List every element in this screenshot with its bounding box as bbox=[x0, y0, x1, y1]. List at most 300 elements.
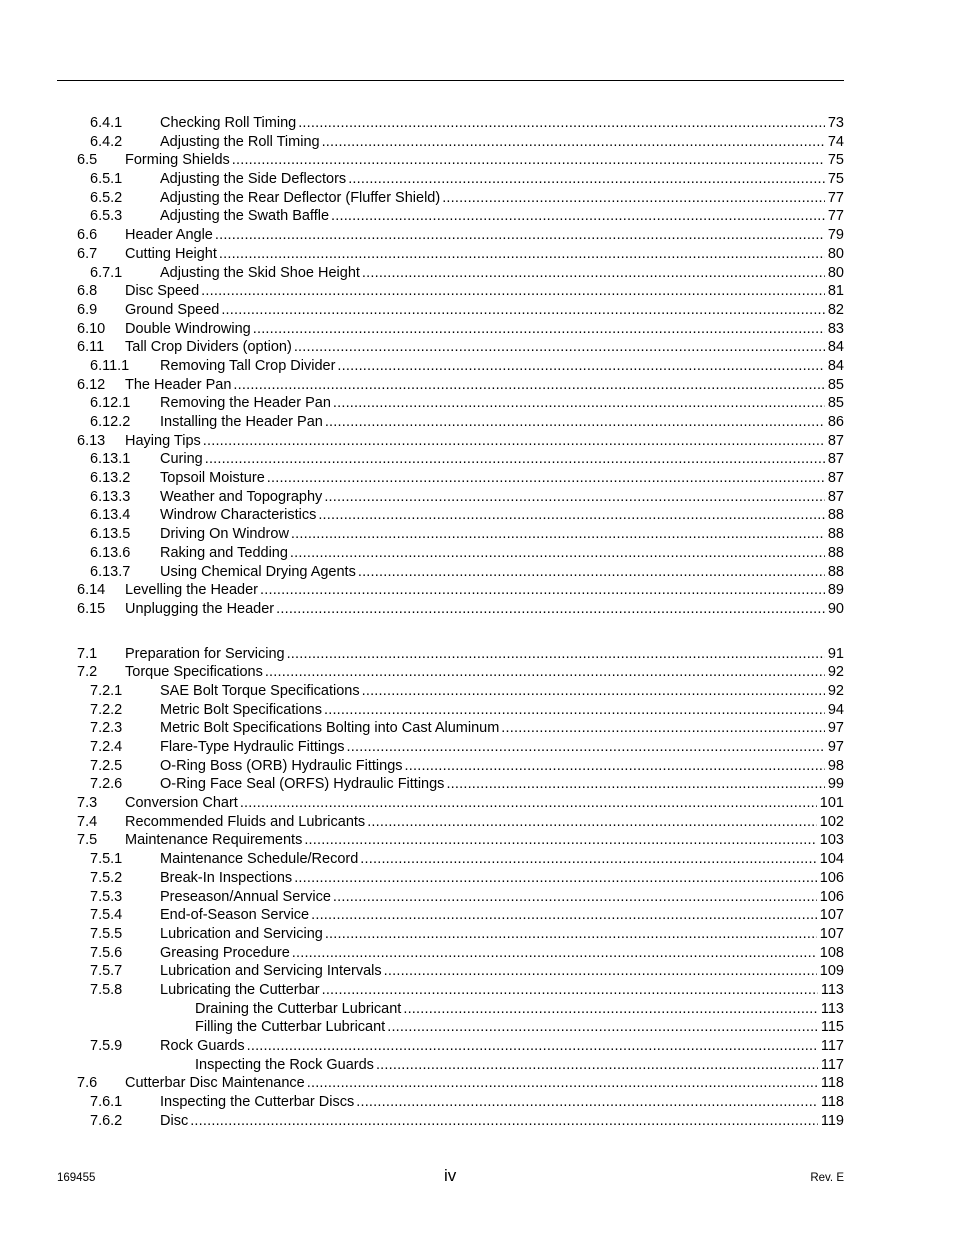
toc-entry-line bbox=[160, 869, 844, 888]
toc-entry-number: 7.5.7 bbox=[90, 963, 123, 980]
toc-entry-page: 75 bbox=[827, 171, 844, 188]
toc-entry-page: 87 bbox=[827, 451, 844, 468]
dot-leader bbox=[201, 282, 825, 301]
toc-entry-number: 6.13.1 bbox=[90, 451, 131, 468]
toc-entry[interactable] bbox=[0, 869, 954, 888]
dot-leader bbox=[190, 1112, 818, 1131]
toc-entry-number: 6.4.1 bbox=[90, 115, 123, 131]
toc-entry-number: 7.5.6 bbox=[90, 944, 123, 961]
toc-entry-line bbox=[160, 719, 844, 738]
toc-entry-number: 7.2.2 bbox=[90, 701, 123, 718]
toc-entry-page: 77 bbox=[827, 208, 844, 225]
toc-group-gap bbox=[0, 619, 954, 645]
toc-entry-number: 6.13.5 bbox=[90, 526, 131, 543]
toc-entry[interactable] bbox=[0, 1000, 954, 1019]
toc-entry-line bbox=[160, 506, 844, 525]
dot-leader bbox=[221, 301, 825, 320]
dot-leader bbox=[298, 114, 825, 133]
toc-entry-page: 87 bbox=[827, 432, 844, 449]
toc-group-chapter-7 bbox=[0, 645, 954, 1131]
toc-entry-title: Adjusting the Swath Baffle bbox=[160, 208, 330, 225]
toc-entry-title: Disc Speed bbox=[125, 283, 200, 300]
toc-entry-number: 6.11 bbox=[77, 339, 105, 356]
toc-entry[interactable] bbox=[0, 357, 954, 376]
toc-entry-number: 6.7.1 bbox=[90, 264, 123, 281]
dot-leader bbox=[333, 394, 825, 413]
dot-leader bbox=[247, 1037, 818, 1056]
toc-entry[interactable] bbox=[0, 469, 954, 488]
toc-entry-line bbox=[160, 357, 844, 376]
toc-entry-title: Levelling the Header bbox=[125, 582, 259, 599]
toc-entry[interactable] bbox=[0, 207, 954, 226]
toc-entry-title: Double Windrowing bbox=[125, 320, 251, 337]
toc-entry-title: Inspecting the Rock Guards bbox=[195, 1056, 374, 1073]
toc-entry-number: 6.13.4 bbox=[90, 507, 131, 524]
toc-entry-title: Adjusting the Skid Shoe Height bbox=[160, 264, 360, 281]
toc-entry[interactable] bbox=[0, 813, 954, 832]
toc-entry-number: 6.8 bbox=[77, 283, 98, 300]
toc-entry-title: Preparation for Servicing bbox=[125, 645, 285, 662]
toc-entry-number: 7.2.5 bbox=[90, 757, 123, 774]
toc-entry-line bbox=[160, 525, 844, 544]
toc-entry-number: 7.5.3 bbox=[90, 888, 123, 905]
toc-entry-line bbox=[160, 738, 844, 757]
toc-entry-page: 82 bbox=[827, 301, 844, 318]
toc-entry-title: Metric Bolt Specifications Bolting into Cast Aluminum bbox=[160, 720, 500, 737]
toc-entry[interactable] bbox=[0, 962, 954, 981]
toc-entry[interactable] bbox=[0, 114, 954, 133]
toc-entry-line bbox=[160, 850, 844, 869]
toc-entry-page: 74 bbox=[827, 133, 844, 150]
toc-entry-title: Disc bbox=[160, 1112, 189, 1129]
toc-entry-title: O-Ring Boss (ORB) Hydraulic Fittings bbox=[160, 757, 403, 774]
toc-entry[interactable] bbox=[0, 701, 954, 720]
toc-entry-number: 6.13.2 bbox=[90, 470, 131, 487]
toc-entry-line bbox=[160, 757, 844, 776]
toc-entry-line bbox=[125, 301, 844, 320]
header-rule bbox=[57, 80, 844, 81]
toc-entry-line bbox=[125, 151, 844, 170]
dot-leader bbox=[331, 207, 825, 226]
dot-leader bbox=[233, 376, 824, 395]
toc-entry[interactable] bbox=[0, 738, 954, 757]
toc-entry-line bbox=[125, 645, 844, 664]
dot-leader bbox=[325, 925, 817, 944]
toc-entry-page: 80 bbox=[827, 245, 844, 262]
toc-entry-number: 6.12.1 bbox=[90, 395, 131, 412]
toc-entry-line bbox=[160, 682, 844, 701]
dot-leader bbox=[318, 506, 825, 525]
toc-entry-line bbox=[160, 488, 844, 507]
dot-leader bbox=[405, 757, 825, 776]
revision-label: Rev. E bbox=[810, 1172, 844, 1184]
toc-entry-page: 107 bbox=[819, 907, 844, 924]
page-number: iv bbox=[444, 1166, 457, 1185]
toc-entry-title: Weather and Topography bbox=[160, 488, 323, 505]
toc-entry-page: 113 bbox=[820, 1000, 844, 1017]
dot-leader bbox=[362, 682, 825, 701]
toc-entry-number: 7.2.6 bbox=[90, 776, 123, 793]
dot-leader bbox=[337, 357, 824, 376]
toc-entry[interactable] bbox=[0, 1018, 954, 1037]
toc-entry-number: 6.12.2 bbox=[90, 414, 131, 430]
dot-leader bbox=[501, 719, 825, 738]
toc-entry[interactable] bbox=[0, 544, 954, 563]
toc-entry[interactable] bbox=[0, 1093, 954, 1112]
toc-entry-number: 6.5.3 bbox=[90, 208, 123, 225]
toc-entry[interactable] bbox=[0, 376, 954, 395]
toc-entry-line bbox=[160, 207, 844, 226]
toc-entry-page: 88 bbox=[827, 563, 844, 580]
toc-entry-number: 6.9 bbox=[77, 301, 98, 318]
toc-entry-title: Using Chemical Drying Agents bbox=[160, 563, 356, 580]
toc-entry-number: 6.11.1 bbox=[90, 357, 130, 374]
toc-entry[interactable] bbox=[0, 189, 954, 208]
toc-entry-title: Adjusting the Rear Deflector (Fluffer Shield) bbox=[160, 189, 441, 206]
toc-entry-number: 7.2.4 bbox=[90, 739, 123, 755]
dot-leader bbox=[265, 663, 825, 682]
toc-entry-title: Lubrication and Servicing Intervals bbox=[160, 963, 382, 980]
toc-entry-number: 6.5.2 bbox=[90, 189, 123, 206]
dot-leader bbox=[347, 738, 825, 757]
toc-entry[interactable] bbox=[0, 775, 954, 794]
toc-entry-title: Raking and Tedding bbox=[160, 544, 288, 561]
toc-entry-number: 7.5 bbox=[77, 832, 98, 849]
page-footer bbox=[0, 1166, 954, 1190]
dot-leader bbox=[260, 581, 825, 600]
toc-entry-page: 106 bbox=[819, 869, 844, 886]
toc-entry-title: Break-In Inspections bbox=[160, 869, 293, 886]
dot-leader bbox=[291, 525, 825, 544]
toc-entry[interactable] bbox=[0, 450, 954, 469]
toc-entry-line bbox=[160, 170, 844, 189]
toc-entry-page: 79 bbox=[827, 227, 844, 244]
toc-entry-number: 7.2.3 bbox=[90, 720, 123, 737]
toc-entry-title: Curing bbox=[160, 451, 203, 468]
toc-entry-title: Removing the Header Pan bbox=[160, 395, 331, 412]
toc-entry-line bbox=[195, 1000, 844, 1019]
toc-entry[interactable] bbox=[0, 320, 954, 339]
toc-entry[interactable] bbox=[0, 850, 954, 869]
dot-leader bbox=[403, 1000, 818, 1019]
toc-entry[interactable] bbox=[0, 682, 954, 701]
toc-entry-number: 6.13.6 bbox=[90, 544, 131, 561]
dot-leader bbox=[304, 831, 816, 850]
toc-entry-number: 6.6 bbox=[77, 227, 98, 244]
dot-leader bbox=[240, 794, 817, 813]
toc-entry-title: Conversion Chart bbox=[125, 795, 238, 812]
toc-entry[interactable] bbox=[0, 151, 954, 170]
toc-entry-page: 107 bbox=[819, 925, 844, 942]
toc-entry[interactable] bbox=[0, 981, 954, 1000]
toc-entry-page: 89 bbox=[827, 582, 844, 599]
toc-entry[interactable] bbox=[0, 581, 954, 600]
toc-entry-number: 7.4 bbox=[77, 813, 98, 830]
toc-entry[interactable] bbox=[0, 170, 954, 189]
toc-entry[interactable] bbox=[0, 525, 954, 544]
toc-entry-line bbox=[160, 450, 844, 469]
toc-entry-page: 98 bbox=[827, 757, 844, 774]
toc-entry-page: 117 bbox=[820, 1038, 844, 1054]
dot-leader bbox=[324, 701, 825, 720]
toc-entry-page: 88 bbox=[827, 526, 844, 543]
toc-entry-page: 106 bbox=[819, 888, 844, 905]
toc-entry-line bbox=[125, 813, 844, 832]
toc-entry-number: 7.1 bbox=[77, 645, 98, 662]
table-of-contents bbox=[0, 114, 954, 1130]
toc-entry-title: Maintenance Requirements bbox=[125, 832, 303, 849]
dot-leader bbox=[376, 1056, 818, 1075]
toc-entry[interactable] bbox=[0, 301, 954, 320]
toc-entry[interactable] bbox=[0, 488, 954, 507]
toc-entry-number: 7.6.2 bbox=[90, 1112, 123, 1129]
toc-entry[interactable] bbox=[0, 831, 954, 850]
dot-leader bbox=[322, 133, 825, 152]
toc-entry-line bbox=[125, 226, 844, 245]
toc-entry-title: Greasing Procedure bbox=[160, 944, 290, 961]
toc-entry-number: 7.5.2 bbox=[90, 869, 123, 886]
toc-entry-number: 6.13.3 bbox=[90, 488, 131, 505]
toc-entry-line bbox=[125, 663, 844, 682]
toc-entry-line bbox=[125, 1074, 844, 1093]
toc-entry-line bbox=[125, 338, 844, 357]
toc-entry-number: 6.4.2 bbox=[90, 133, 123, 150]
toc-entry-number: 7.2 bbox=[77, 664, 98, 681]
toc-entry-line bbox=[160, 1037, 844, 1056]
dot-leader bbox=[360, 850, 817, 869]
toc-entry-title: Lubrication and Servicing bbox=[160, 925, 323, 942]
dot-leader bbox=[203, 432, 825, 451]
toc-entry[interactable] bbox=[0, 944, 954, 963]
toc-entry-page: 108 bbox=[819, 944, 844, 961]
toc-entry-title: Installing the Header Pan bbox=[160, 414, 323, 430]
toc-entry-page: 97 bbox=[827, 739, 844, 755]
toc-entry-page: 87 bbox=[827, 470, 844, 487]
dot-leader bbox=[358, 563, 825, 582]
toc-entry[interactable] bbox=[0, 757, 954, 776]
dot-leader bbox=[442, 189, 825, 208]
toc-entry-line bbox=[125, 282, 844, 301]
toc-entry-line bbox=[125, 245, 844, 264]
toc-entry[interactable] bbox=[0, 506, 954, 525]
toc-entry[interactable] bbox=[0, 432, 954, 451]
dot-leader bbox=[333, 888, 817, 907]
toc-entry-page: 102 bbox=[819, 813, 844, 830]
toc-entry-line bbox=[160, 394, 844, 413]
toc-entry-title: Metric Bolt Specifications bbox=[160, 701, 322, 718]
toc-entry-title: Cutterbar Disc Maintenance bbox=[125, 1075, 305, 1092]
toc-entry-page: 99 bbox=[827, 776, 844, 793]
dot-leader bbox=[387, 1018, 818, 1037]
toc-entry-page: 84 bbox=[827, 357, 844, 374]
toc-entry-line bbox=[125, 794, 844, 813]
toc-entry[interactable] bbox=[0, 226, 954, 245]
toc-entry[interactable] bbox=[0, 1112, 954, 1131]
toc-entry-line bbox=[160, 925, 844, 944]
dot-leader bbox=[205, 450, 825, 469]
toc-entry-number: 6.10 bbox=[77, 320, 106, 337]
toc-entry[interactable] bbox=[0, 645, 954, 664]
toc-entry-page: 75 bbox=[827, 152, 844, 169]
toc-entry-title: End-of-Season Service bbox=[160, 907, 310, 924]
toc-entry-line bbox=[160, 264, 844, 283]
toc-entry-page: 88 bbox=[827, 507, 844, 524]
toc-entry-page: 115 bbox=[820, 1019, 844, 1036]
toc-entry-title: Filling the Cutterbar Lubricant bbox=[195, 1019, 386, 1036]
toc-entry[interactable] bbox=[0, 925, 954, 944]
toc-entry[interactable] bbox=[0, 133, 954, 152]
toc-entry[interactable] bbox=[0, 264, 954, 283]
toc-entry[interactable] bbox=[0, 663, 954, 682]
toc-entry-page: 118 bbox=[820, 1094, 844, 1111]
dot-leader bbox=[324, 488, 825, 507]
toc-entry-number: 6.13 bbox=[77, 432, 106, 449]
toc-entry-number: 7.5.8 bbox=[90, 981, 123, 998]
toc-entry-title: Lubricating the Cutterbar bbox=[160, 981, 320, 998]
toc-entry[interactable] bbox=[0, 338, 954, 357]
toc-entry-page: 73 bbox=[827, 115, 844, 131]
toc-entry[interactable] bbox=[0, 719, 954, 738]
toc-entry-title: SAE Bolt Torque Specifications bbox=[160, 682, 360, 699]
dot-leader bbox=[232, 151, 825, 170]
toc-entry-line bbox=[160, 701, 844, 720]
document-number: 169455 bbox=[57, 1172, 96, 1184]
toc-entry-title: Unplugging the Header bbox=[125, 600, 275, 617]
toc-entry[interactable] bbox=[0, 282, 954, 301]
toc-entry-page: 119 bbox=[820, 1112, 844, 1129]
toc-entry-title: Flare-Type Hydraulic Fittings bbox=[160, 739, 345, 755]
toc-entry-line bbox=[125, 320, 844, 339]
toc-entry-page: 92 bbox=[827, 682, 844, 699]
toc-entry[interactable] bbox=[0, 563, 954, 582]
toc-entry-page: 103 bbox=[819, 832, 844, 849]
toc-entry-title: Inspecting the Cutterbar Discs bbox=[160, 1094, 355, 1111]
toc-entry-line bbox=[125, 432, 844, 451]
toc-entry-page: 113 bbox=[820, 981, 844, 998]
toc-entry[interactable] bbox=[0, 1074, 954, 1093]
dot-leader bbox=[325, 413, 825, 432]
toc-entry-number: 6.15 bbox=[77, 600, 106, 617]
dot-leader bbox=[367, 813, 817, 832]
toc-entry-title: Removing Tall Crop Divider bbox=[160, 357, 336, 374]
toc-entry-title: O-Ring Face Seal (ORFS) Hydraulic Fittings bbox=[160, 776, 445, 793]
toc-group-chapter-6 bbox=[0, 114, 954, 619]
toc-entry-number: 7.5.5 bbox=[90, 925, 123, 942]
toc-entry-title: Rock Guards bbox=[160, 1038, 245, 1054]
toc-entry-number: 6.7 bbox=[77, 245, 98, 262]
toc-entry-number: 7.6.1 bbox=[90, 1094, 123, 1111]
toc-entry-line bbox=[160, 906, 844, 925]
toc-entry-title: Recommended Fluids and Lubricants bbox=[125, 813, 366, 830]
toc-entry-title: The Header Pan bbox=[125, 376, 232, 393]
dot-leader bbox=[446, 775, 824, 794]
dot-leader bbox=[307, 1074, 818, 1093]
toc-entry-line bbox=[160, 962, 844, 981]
toc-entry-line bbox=[160, 563, 844, 582]
toc-entry-page: 85 bbox=[827, 395, 844, 412]
toc-entry-page: 117 bbox=[820, 1056, 844, 1073]
toc-entry-number: 6.14 bbox=[77, 582, 106, 599]
dot-leader bbox=[276, 600, 825, 619]
toc-entry[interactable] bbox=[0, 600, 954, 619]
toc-entry[interactable] bbox=[0, 794, 954, 813]
toc-entry[interactable] bbox=[0, 394, 954, 413]
toc-entry-page: 118 bbox=[820, 1075, 844, 1092]
toc-entry-line bbox=[160, 469, 844, 488]
dot-leader bbox=[253, 320, 825, 339]
toc-entry-line bbox=[160, 413, 844, 432]
dot-leader bbox=[287, 645, 825, 664]
toc-entry-title: Torque Specifications bbox=[125, 664, 263, 681]
toc-entry-title: Tall Crop Dividers (option) bbox=[125, 339, 292, 356]
toc-entry-page: 88 bbox=[827, 544, 844, 561]
toc-entry-line bbox=[160, 114, 844, 133]
dot-leader bbox=[267, 469, 825, 488]
toc-entry-line bbox=[195, 1018, 844, 1037]
dot-leader bbox=[292, 944, 817, 963]
toc-entry[interactable] bbox=[0, 1056, 954, 1075]
toc-entry-line bbox=[160, 944, 844, 963]
toc-entry-title: Ground Speed bbox=[125, 301, 220, 318]
toc-entry-page: 86 bbox=[827, 414, 844, 430]
toc-entry-title: Forming Shields bbox=[125, 152, 230, 169]
toc-entry[interactable] bbox=[0, 245, 954, 264]
toc-entry-page: 101 bbox=[819, 795, 844, 812]
toc-entry-number: 6.12 bbox=[77, 376, 106, 393]
toc-entry-line bbox=[195, 1056, 844, 1075]
dot-leader bbox=[322, 981, 818, 1000]
toc-entry-title: Draining the Cutterbar Lubricant bbox=[195, 1000, 402, 1017]
toc-entry-page: 81 bbox=[827, 283, 844, 300]
toc-entry-line bbox=[160, 1093, 844, 1112]
toc-entry[interactable] bbox=[0, 413, 954, 432]
toc-entry[interactable] bbox=[0, 906, 954, 925]
dot-leader bbox=[290, 544, 825, 563]
toc-entry-page: 91 bbox=[827, 645, 844, 662]
toc-entry-page: 77 bbox=[827, 189, 844, 206]
toc-entry-title: Topsoil Moisture bbox=[160, 470, 265, 487]
toc-entry-page: 80 bbox=[827, 264, 844, 281]
toc-entry-title: Driving On Windrow bbox=[160, 526, 289, 543]
toc-entry-page: 85 bbox=[827, 376, 844, 393]
toc-entry-line bbox=[125, 831, 844, 850]
toc-entry-line bbox=[160, 981, 844, 1000]
toc-entry-line bbox=[160, 775, 844, 794]
toc-entry-line bbox=[125, 581, 844, 600]
toc-entry-title: Preseason/Annual Service bbox=[160, 888, 331, 905]
dot-leader bbox=[219, 245, 825, 264]
toc-entry-number: 7.3 bbox=[77, 795, 98, 812]
toc-entry-number: 6.5 bbox=[77, 152, 98, 169]
toc-entry-line bbox=[160, 189, 844, 208]
toc-entry-number: 7.5.4 bbox=[90, 907, 123, 924]
toc-entry-number: 7.6 bbox=[77, 1075, 98, 1092]
toc-entry-page: 84 bbox=[827, 339, 844, 356]
dot-leader bbox=[294, 338, 825, 357]
toc-entry[interactable] bbox=[0, 1037, 954, 1056]
toc-entry-number: 7.5.1 bbox=[90, 851, 123, 868]
toc-entry-title: Checking Roll Timing bbox=[160, 115, 297, 131]
toc-entry-line bbox=[160, 544, 844, 563]
toc-entry-page: 83 bbox=[827, 320, 844, 337]
toc-entry-page: 109 bbox=[819, 963, 844, 980]
toc-entry-page: 94 bbox=[827, 701, 844, 718]
toc-entry-title: Header Angle bbox=[125, 227, 213, 244]
dot-leader bbox=[215, 226, 825, 245]
dot-leader bbox=[384, 962, 817, 981]
toc-entry[interactable] bbox=[0, 888, 954, 907]
toc-entry-page: 104 bbox=[819, 851, 844, 868]
